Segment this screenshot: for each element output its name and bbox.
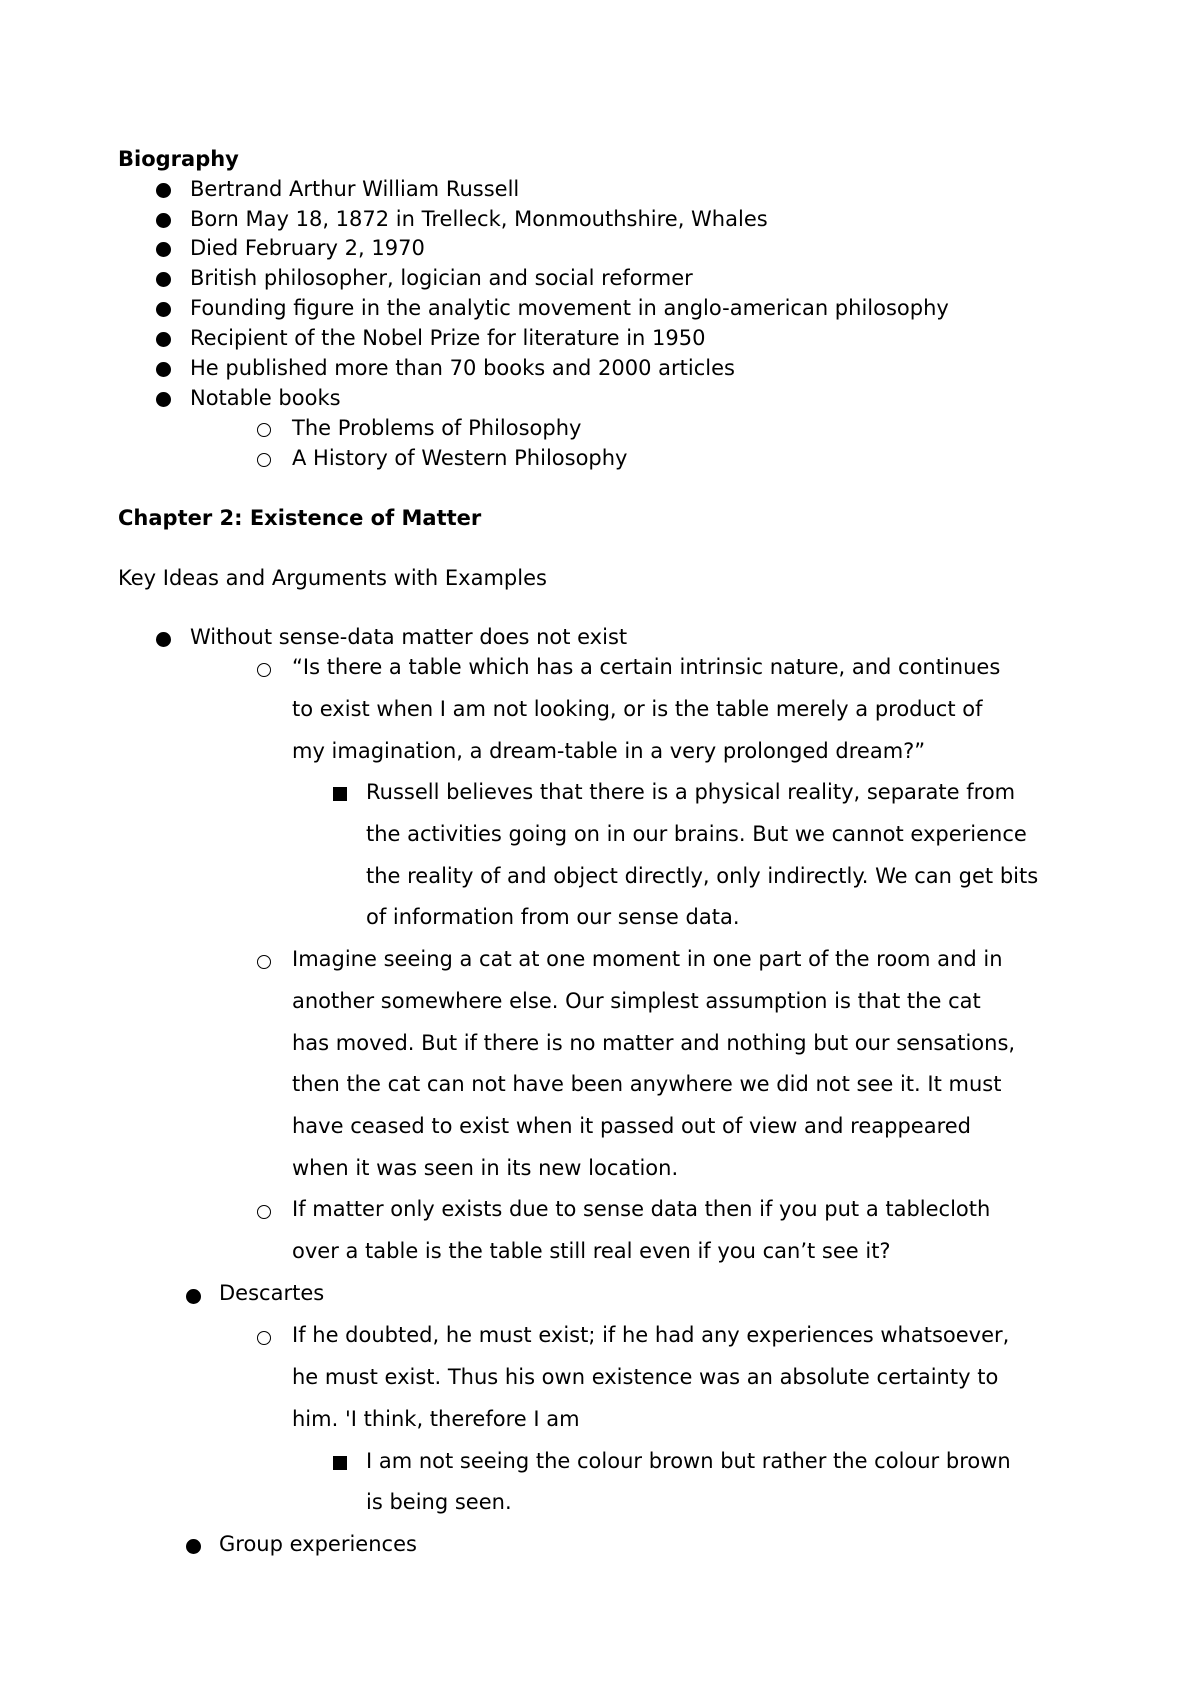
list-item: Died February 2, 1970 [190, 236, 425, 260]
bullet-dot-icon [186, 1539, 201, 1554]
paragraph-line: then the cat can not have been anywhere we did not see it. It must [292, 1072, 1002, 1096]
bullet-dot-icon [156, 302, 171, 317]
list-item: British philosopher, logician and social reformer [190, 266, 693, 290]
paragraph-line: I am not seeing the colour brown but rather the colour brown [366, 1449, 1011, 1473]
paragraph-line: he must exist. Thus his own existence was an absolute certainty to [292, 1365, 999, 1389]
paragraph-line: the activities going on in our brains. But we cannot experience [366, 822, 1027, 846]
chapter-heading: Chapter 2: Existence of Matter [118, 506, 482, 530]
bullet-circle-icon [257, 663, 271, 677]
list-item: Descartes [219, 1281, 325, 1305]
list-item: Notable books [190, 386, 341, 410]
bullet-square-icon [333, 787, 347, 801]
bullet-dot-icon [156, 632, 171, 647]
chapter-subheading: Key Ideas and Arguments with Examples [118, 566, 547, 590]
list-item: Bertrand Arthur William Russell [190, 177, 520, 201]
bullet-dot-icon [156, 332, 171, 347]
bullet-circle-icon [257, 453, 271, 467]
quote-line: my imagination, a dream-table in a very prolonged dream?” [292, 739, 926, 763]
bullet-dot-icon [156, 362, 171, 377]
bullet-circle-icon [257, 1331, 271, 1345]
list-item: Born May 18, 1872 in Trelleck, Monmouthshire, Whales [190, 207, 768, 231]
paragraph-line: If he doubted, he must exist; if he had any experiences whatsoever, [292, 1323, 1010, 1347]
paragraph-line: Russell believes that there is a physical reality, separate from [366, 780, 1016, 804]
bullet-square-icon [333, 1456, 347, 1470]
list-item: Group experiences [219, 1532, 417, 1556]
paragraph-line: is being seen. [366, 1490, 512, 1514]
biography-heading: Biography [118, 147, 239, 171]
quote-line: to exist when I am not looking, or is the table merely a product of [292, 697, 983, 721]
bullet-circle-icon [257, 423, 271, 437]
list-item: The Problems of Philosophy [292, 416, 582, 440]
bullet-dot-icon [186, 1289, 201, 1304]
bullet-circle-icon [257, 955, 271, 969]
paragraph-line: Imagine seeing a cat at one moment in one part of the room and in [292, 947, 1003, 971]
paragraph-line: of information from our sense data. [366, 905, 740, 929]
paragraph-line: has moved. But if there is no matter and nothing but our sensations, [292, 1031, 1016, 1055]
list-item: A History of Western Philosophy [292, 446, 628, 470]
bullet-dot-icon [156, 392, 171, 407]
paragraph-line: him. 'I think, therefore I am [292, 1407, 580, 1431]
list-item: He published more than 70 books and 2000 articles [190, 356, 735, 380]
paragraph-line: over a table is the table still real even if you can’t see it? [292, 1239, 891, 1263]
list-item: Recipient of the Nobel Prize for literature in 1950 [190, 326, 706, 350]
list-item: Without sense-data matter does not exist [190, 625, 628, 649]
bullet-dot-icon [156, 242, 171, 257]
bullet-circle-icon [257, 1205, 271, 1219]
paragraph-line: when it was seen in its new location. [292, 1156, 679, 1180]
list-item: Founding figure in the analytic movement in anglo-american philosophy [190, 296, 949, 320]
quote-line: “Is there a table which has a certain intrinsic nature, and continues [292, 655, 1001, 679]
bullet-dot-icon [156, 272, 171, 287]
bullet-dot-icon [156, 183, 171, 198]
paragraph-line: If matter only exists due to sense data then if you put a tablecloth [292, 1197, 991, 1221]
paragraph-line: another somewhere else. Our simplest assumption is that the cat [292, 989, 981, 1013]
bullet-dot-icon [156, 213, 171, 228]
paragraph-line: the reality of and object directly, only indirectly. We can get bits [366, 864, 1039, 888]
paragraph-line: have ceased to exist when it passed out of view and reappeared [292, 1114, 971, 1138]
